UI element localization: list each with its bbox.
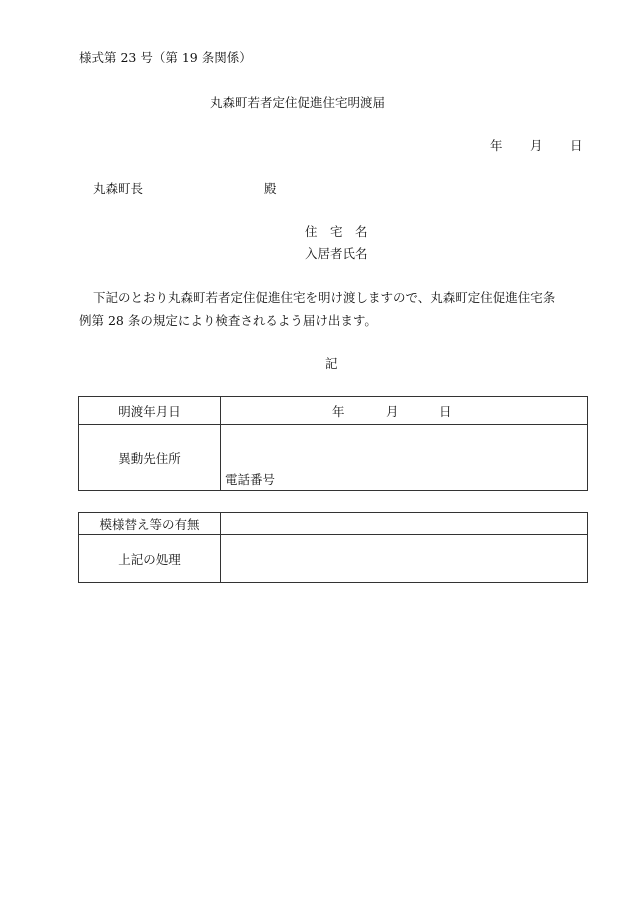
- addressee-name: 丸森町長: [93, 181, 144, 196]
- table-row: [79, 513, 588, 535]
- header-date-year: 年: [490, 138, 503, 153]
- vacate-date-label: 明渡年月日: [79, 397, 221, 425]
- document-title: 丸森町若者定住促進住宅明渡届: [210, 95, 386, 110]
- vacate-date-month: 月: [386, 403, 399, 419]
- processing-label: 上記の処理: [79, 535, 221, 583]
- body-line-1: 下記のとおり丸森町若者定住促進住宅を明け渡しますので、丸森町定住促進住宅条: [93, 290, 556, 305]
- resident-name-label: 入居者氏名: [305, 246, 368, 261]
- new-address-label: 異動先住所: [79, 425, 221, 491]
- vacate-date-day: 日: [439, 403, 452, 419]
- vacate-date-field: [221, 397, 588, 425]
- table-row: [79, 397, 588, 425]
- details-table: [78, 396, 588, 491]
- addressee-honorific: 殿: [264, 181, 277, 196]
- header-date-day: 日: [570, 138, 583, 153]
- vacate-date-year: 年: [332, 403, 345, 419]
- table-row: [79, 425, 588, 491]
- body-line-2: 例第 28 条の規定により検査されるよう届け出ます。: [79, 313, 377, 328]
- new-address-field: [221, 425, 588, 491]
- remodel-field: [221, 513, 588, 535]
- remodel-table: [78, 512, 588, 583]
- header-date-month: 月: [530, 138, 543, 153]
- note-heading: 記: [325, 356, 338, 371]
- processing-field: [221, 535, 588, 583]
- house-name-label: 住 宅 名: [305, 224, 368, 239]
- phone-label: 電話番号: [225, 471, 276, 487]
- table-row: [79, 535, 588, 583]
- remodel-label: 模様替え等の有無: [79, 513, 221, 535]
- form-number: 様式第 23 号（第 19 条関係）: [79, 50, 252, 65]
